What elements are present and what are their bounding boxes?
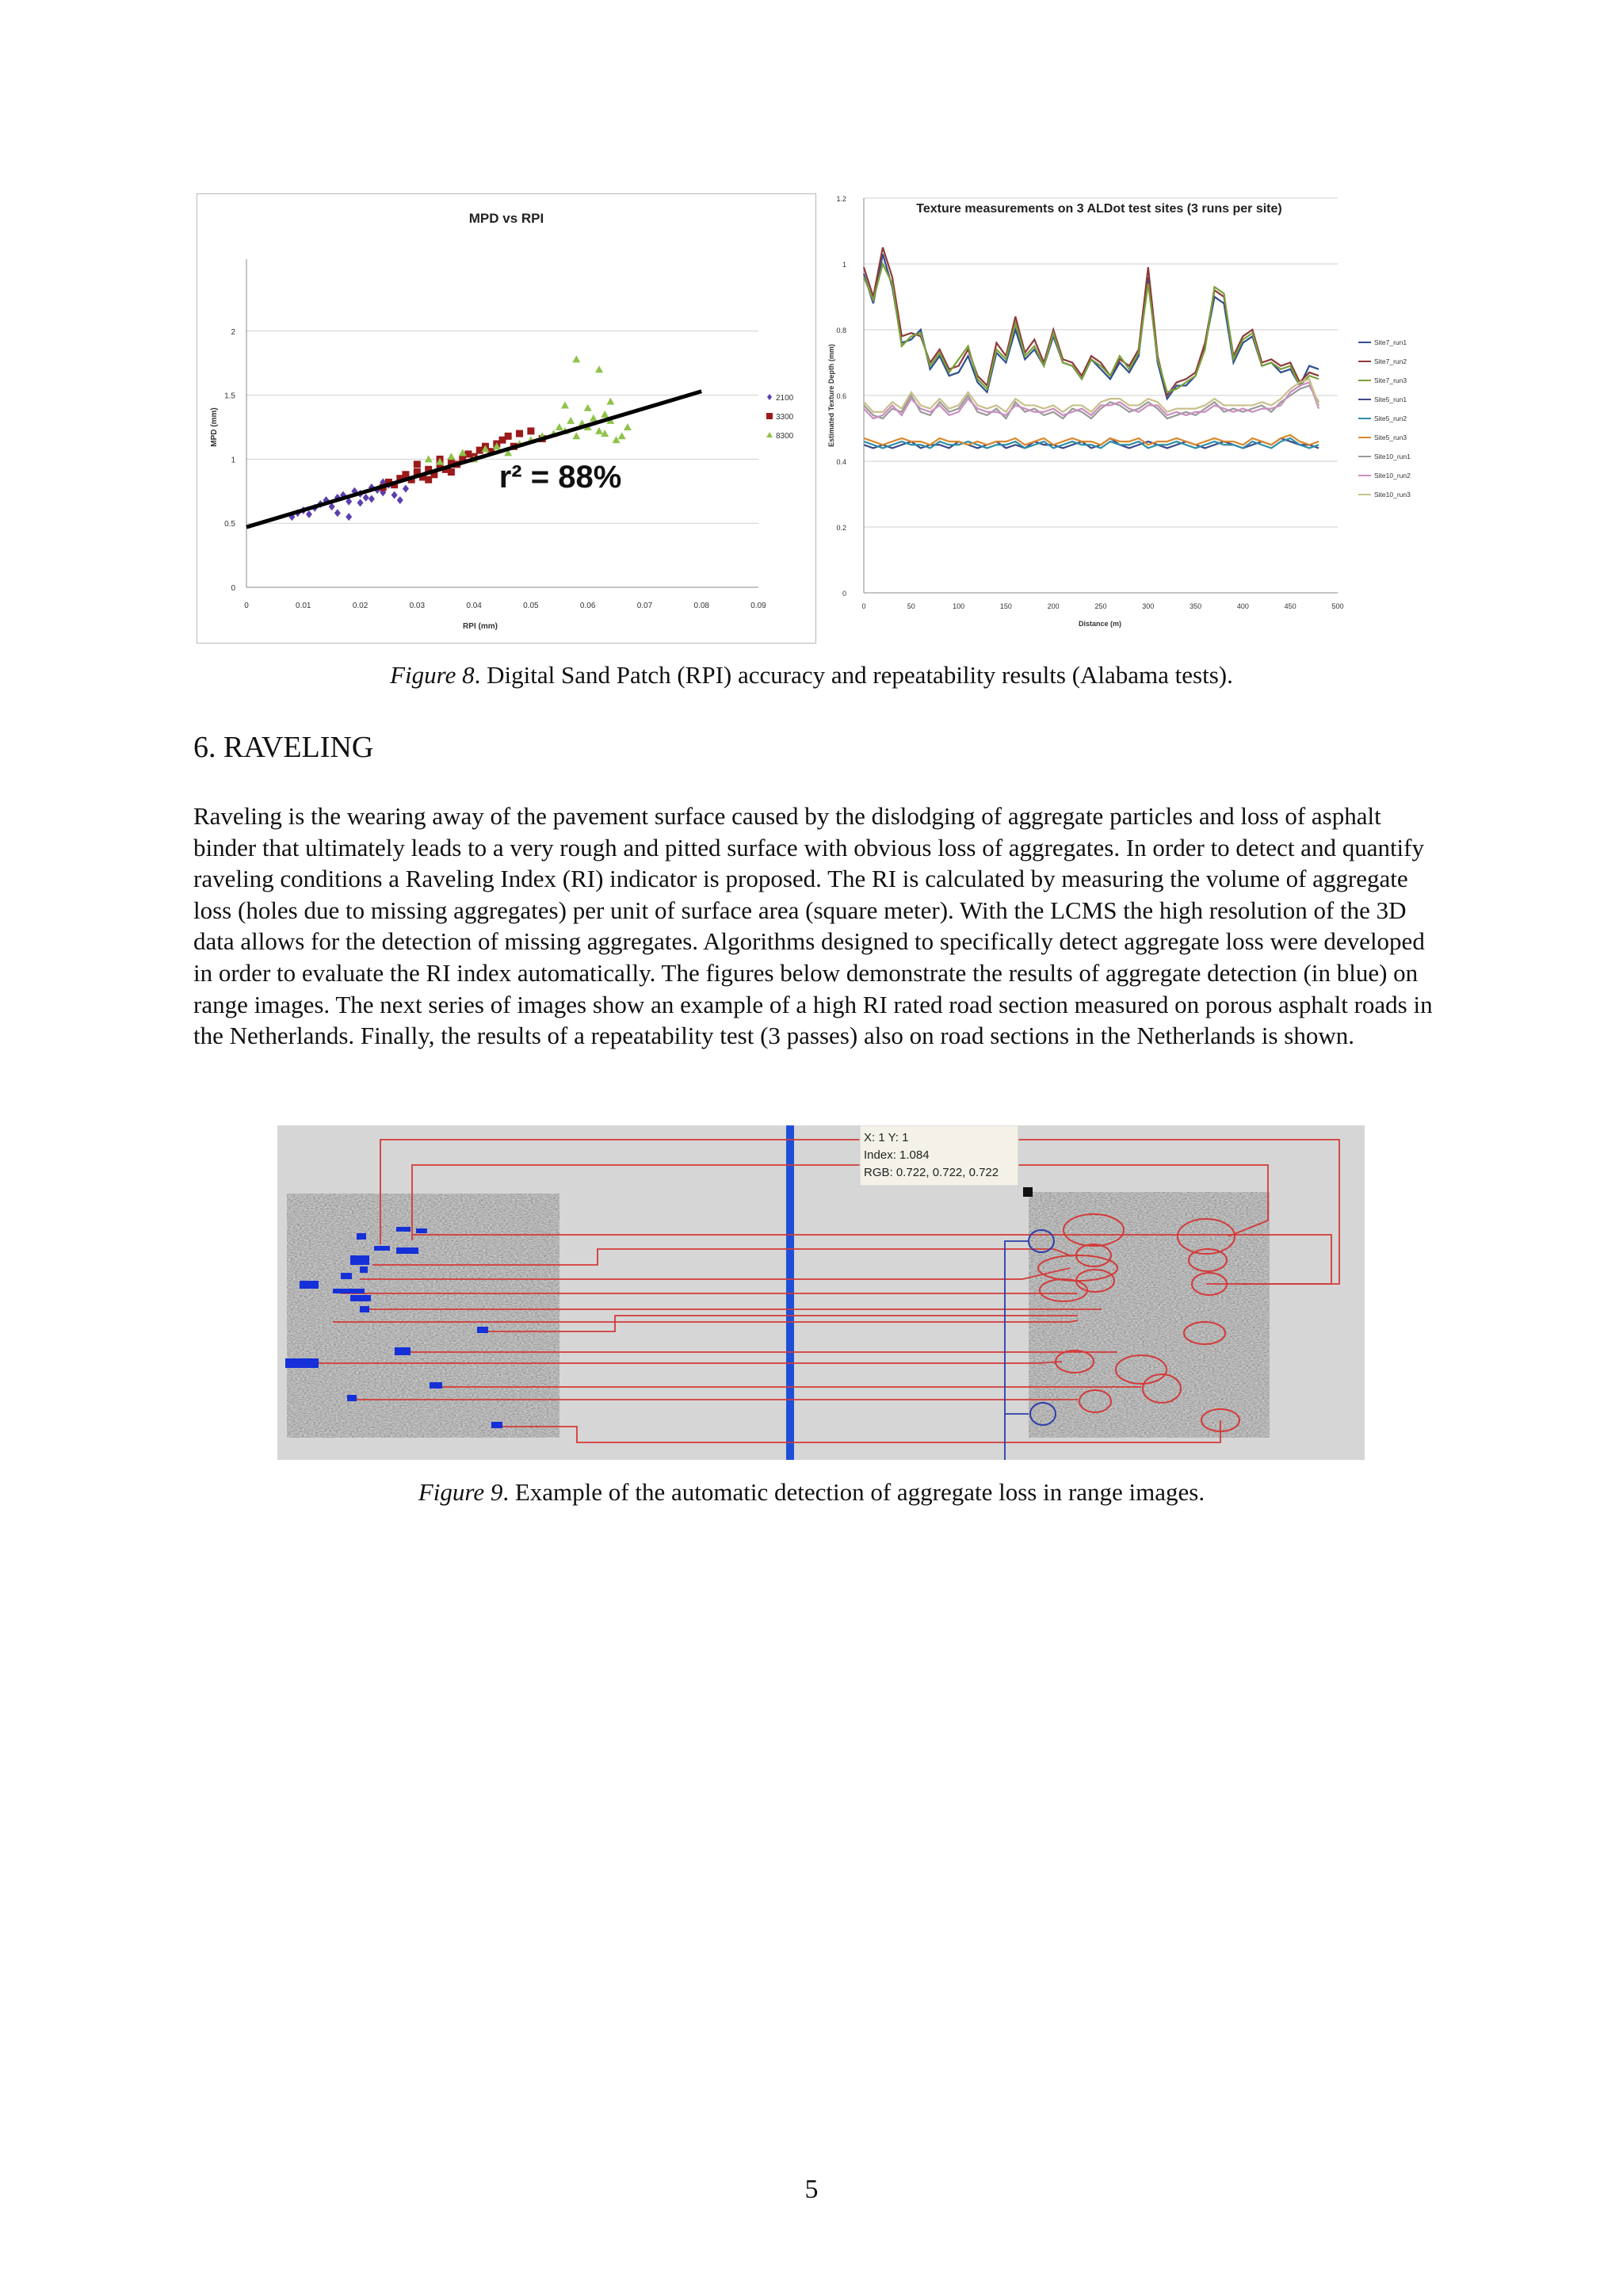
series-line-Site7_run1 — [864, 254, 1319, 399]
legend-label: Site7_run2 — [1374, 357, 1407, 365]
x-tick-label: 0.03 — [409, 602, 426, 610]
correspondence-link-blue — [1005, 1241, 1029, 1460]
data-point-8300 — [606, 398, 614, 405]
data-point-8300 — [556, 423, 563, 430]
detected-aggregate-mark — [430, 1382, 442, 1389]
detected-aggregate-mark — [360, 1306, 369, 1312]
x-tick-label: 0.07 — [636, 602, 653, 610]
data-point-8300 — [601, 411, 609, 418]
x-tick-label: 0.01 — [296, 602, 311, 610]
figure8-caption — [0, 660, 1623, 690]
data-point-8300 — [561, 402, 569, 409]
series-line-Site7_run3 — [864, 264, 1319, 392]
series-line-Site10_run1 — [864, 386, 1319, 419]
x-tick-label: 0.02 — [352, 602, 369, 610]
right-range-image — [1029, 1192, 1270, 1438]
y-tick-label: 0.4 — [836, 458, 846, 466]
legend-label: Site10_run3 — [1374, 491, 1411, 499]
detected-aggregate-mark — [396, 1227, 411, 1232]
tooltip-line1: X: 1 Y: 1 — [864, 1131, 909, 1144]
x-tick-label: 0 — [861, 602, 866, 610]
detected-aggregate-mark — [341, 1273, 352, 1279]
data-point-3300 — [448, 468, 455, 476]
legend-marker — [766, 413, 773, 419]
figure9-image — [277, 1125, 1365, 1460]
detected-aggregate-mark — [395, 1347, 411, 1355]
section-heading: 6. RAVELING — [193, 731, 374, 764]
y-tick-label: 0.2 — [836, 524, 846, 532]
data-point-2100 — [363, 494, 369, 502]
detected-aggregate-mark — [374, 1246, 390, 1251]
y-tick-label: 1.2 — [836, 195, 846, 203]
data-point-8300 — [595, 365, 603, 372]
legend-label: 8300 — [776, 432, 794, 441]
legend-marker — [767, 394, 772, 400]
figure8-line-chart — [824, 193, 1442, 642]
detected-aggregate-mark — [360, 1266, 368, 1273]
chart-title: MPD vs RPI — [468, 211, 544, 226]
data-point-8300 — [572, 432, 580, 439]
data-point-8300 — [613, 436, 621, 443]
figure9-caption — [0, 1477, 1623, 1507]
y-axis-label: Estimated Texture Depth (mm) — [827, 344, 835, 447]
data-point-2100 — [334, 509, 341, 517]
data-point-2100 — [346, 513, 352, 521]
y-tick-label: 1 — [231, 456, 235, 465]
data-point-2100 — [403, 485, 409, 493]
figure9-caption-text: . Example of the automatic detection of aggregate loss in range images. — [502, 1478, 1205, 1506]
x-tick-label: 0.09 — [750, 602, 766, 610]
data-point-2100 — [306, 510, 312, 518]
pixel-info-tooltip — [860, 1125, 1033, 1197]
y-tick-label: 0.5 — [224, 520, 235, 529]
legend-label: Site10_run1 — [1374, 453, 1411, 460]
legend-label: 2100 — [776, 394, 794, 403]
data-point-8300 — [572, 355, 580, 362]
detected-aggregate-mark — [477, 1327, 488, 1333]
detected-aggregate-mark — [333, 1289, 365, 1293]
x-tick-label: 300 — [1142, 602, 1155, 610]
detected-aggregate-mark — [350, 1255, 369, 1265]
data-point-8300 — [624, 423, 632, 430]
y-tick-label: 1 — [842, 261, 846, 269]
data-point-2100 — [357, 499, 364, 506]
figure9-caption-label: Figure 9 — [418, 1478, 503, 1506]
x-tick-label: 0.08 — [693, 602, 709, 610]
legend-marker — [766, 432, 773, 437]
x-tick-label: 500 — [1331, 602, 1344, 610]
detected-aggregate-mark — [416, 1228, 427, 1233]
correspondence-link — [483, 1316, 1078, 1331]
image-divider — [786, 1125, 794, 1460]
tooltip-line3: RGB: 0.722, 0.722, 0.722 — [864, 1166, 999, 1179]
series-line-Site7_run2 — [864, 247, 1319, 395]
data-point-8300 — [567, 417, 575, 424]
y-tick-label: 2 — [231, 327, 235, 337]
data-point-8300 — [618, 432, 626, 439]
legend-label: Site5_run1 — [1374, 395, 1407, 403]
x-tick-label: 0.05 — [523, 602, 539, 610]
legend-label: Site7_run1 — [1374, 338, 1407, 346]
data-point-2100 — [397, 496, 403, 504]
x-tick-label: 400 — [1236, 602, 1249, 610]
data-point-3300 — [414, 460, 421, 468]
figure8-caption-text: . Digital Sand Patch (RPI) accuracy and repeatability results (Alabama tests). — [474, 661, 1233, 689]
x-axis-label: Distance (m) — [1078, 620, 1122, 628]
aggregate-detection-diagram — [277, 1125, 1365, 1460]
legend-label: 3300 — [776, 413, 794, 422]
x-tick-label: 150 — [999, 602, 1012, 610]
y-tick-label: 0.6 — [836, 392, 846, 400]
x-tick-label: 100 — [953, 602, 965, 610]
detected-aggregate-mark — [347, 1395, 357, 1401]
x-tick-label: 450 — [1284, 602, 1296, 610]
r-squared-annotation: r² = 88% — [498, 460, 622, 495]
x-tick-label: 0.04 — [466, 602, 482, 610]
legend-label: Site10_run2 — [1374, 472, 1411, 479]
page-number: 5 — [804, 2175, 819, 2204]
detected-aggregate-mark — [396, 1247, 418, 1254]
x-tick-label: 250 — [1094, 602, 1107, 610]
y-tick-label: 0 — [842, 590, 846, 598]
tooltip-line2: Index: 1.084 — [864, 1148, 930, 1162]
cursor-marker — [1023, 1187, 1033, 1197]
legend-label: Site7_run3 — [1374, 376, 1407, 384]
legend-label: Site5_run3 — [1374, 434, 1407, 441]
data-point-2100 — [391, 491, 398, 499]
y-tick-label: 0 — [231, 584, 235, 593]
chart-title: Texture measurements on 3 ALDot test sites (3 runs per site) — [916, 202, 1282, 216]
x-tick-label: 0.06 — [579, 602, 596, 610]
data-point-3300 — [527, 427, 534, 434]
data-point-3300 — [425, 476, 432, 483]
x-tick-label: 200 — [1047, 602, 1060, 610]
x-tick-label: 50 — [907, 602, 915, 610]
data-point-8300 — [584, 404, 592, 411]
data-point-8300 — [447, 453, 455, 460]
detected-aggregate-mark — [491, 1422, 502, 1428]
mpd-vs-rpi-chart — [197, 194, 815, 643]
y-tick-label: 0.8 — [836, 327, 846, 334]
x-tick-label: 0 — [244, 602, 249, 610]
y-axis-label: MPD (mm) — [210, 407, 219, 447]
x-axis-label: RPI (mm) — [463, 622, 498, 631]
figure8-scatter-chart — [197, 193, 816, 644]
detected-aggregate-mark — [350, 1295, 371, 1301]
texture-measurements-chart — [824, 193, 1442, 642]
x-tick-label: 350 — [1190, 602, 1202, 610]
detected-aggregate-mark — [285, 1358, 319, 1368]
section-paragraph: Raveling is the wearing away of the pavement surface caused by the dislodging of aggregate particles and loss of asphalt binder that ultimately leads to a very rough and pitted surface with obvious loss of aggregates. In order to detect and quantify raveling conditions a Raveling Index (RI) indicator is proposed. The RI is calculated by measuring the volume of aggregate loss (holes due to missing aggregates) per unit of surface area (square meter). With the LCMS the high resolution of the 3D data allows for the detection of missing aggregates. Algorithms designed to specifically detect aggregate loss were developed in order to evaluate the RI index automatically. The figures below demonstrate the results of aggregate detection (in blue) on range images. The next series of images show an example of a high RI rated road section measured on porous asphalt roads in the Netherlands. Finally, the results of a repeatability test (3 passes) also on road sections in the Netherlands is shown. — [193, 802, 1433, 1050]
data-point-2100 — [369, 495, 375, 502]
detected-aggregate-mark — [357, 1233, 366, 1240]
data-point-8300 — [595, 427, 603, 434]
y-tick-label: 1.5 — [224, 392, 235, 401]
data-point-8300 — [590, 415, 598, 422]
data-point-3300 — [516, 430, 523, 437]
figure8-caption-label: Figure 8 — [390, 661, 475, 689]
detected-aggregate-mark — [300, 1281, 319, 1289]
data-point-3300 — [505, 433, 512, 440]
legend-label: Site5_run2 — [1374, 415, 1407, 422]
